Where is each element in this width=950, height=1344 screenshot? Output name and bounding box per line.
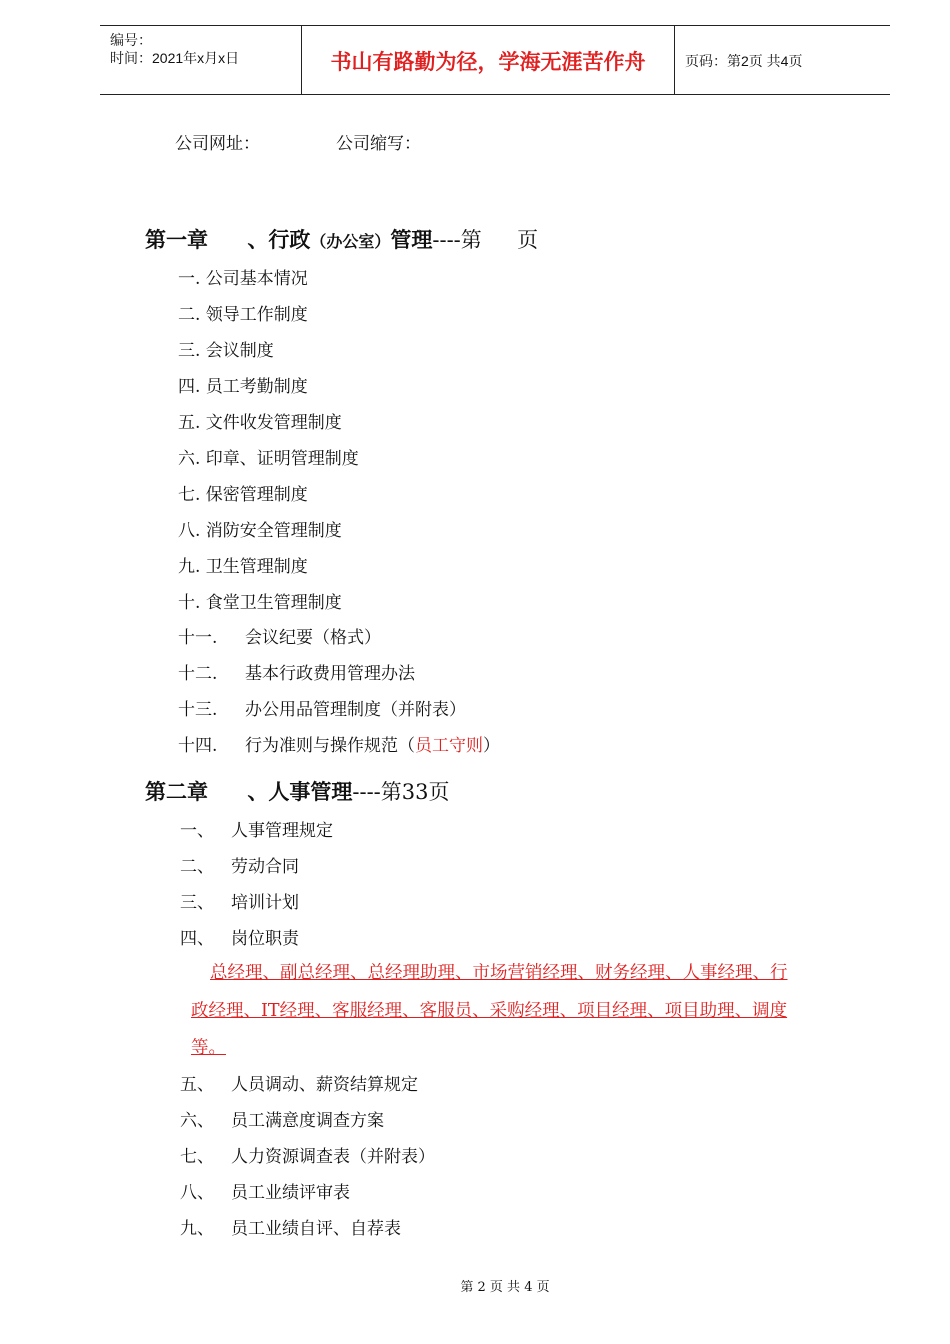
page-header (100, 25, 890, 95)
list-item: 二. 领导工作制度 (178, 305, 308, 325)
list-item-number: 十一. (178, 628, 218, 648)
list-item: 三. 会议制度 (178, 341, 274, 361)
positions-line-3-text: 等。 (191, 1038, 226, 1058)
header-motto-cell (302, 26, 675, 94)
chapter1-title-c: （办公室） (310, 232, 391, 251)
list-item-number: 六、 (180, 1111, 214, 1131)
chapter2-heading (145, 776, 449, 806)
list-item-text: 人力资源调查表（并附表） (231, 1147, 435, 1167)
list-item: 九. 卫生管理制度 (178, 557, 308, 577)
list-item-text-highlight: 员工守则 (415, 736, 483, 756)
list-item: 七. 保密管理制度 (178, 485, 308, 505)
list-item-text-a: 行为准则与操作规范（ (245, 736, 415, 756)
header-motto: 书山有路勤为径，学海无涯苦作舟 (330, 50, 646, 74)
list-item-number: 五、 (180, 1075, 214, 1095)
list-item-number: 十二. (178, 664, 218, 684)
list-item-text-b: ） (483, 736, 500, 756)
list-item-number: 七、 (180, 1147, 214, 1167)
list-item-text: 培训计划 (231, 893, 299, 913)
chapter1-title-d: 管理 (390, 228, 433, 252)
list-item-number: 三、 (180, 893, 214, 913)
list-item-text: 员工业绩评审表 (231, 1183, 350, 1203)
list-item-number: 十四. (178, 736, 218, 756)
list-item-number: 一、 (180, 821, 214, 841)
positions-line-1: 总经理、副总经理、总经理助理、市场营销经理、财务经理、人事经理、行 (210, 963, 788, 983)
header-meta-cell (100, 26, 302, 94)
header-time-label: 时间：2021年x月x日 (110, 50, 240, 66)
positions-line-3 (191, 1034, 230, 1059)
positions-line-2: 政经理、IT经理、客服经理、客服员、采购经理、项目经理、项目助理、调度 (191, 1001, 788, 1021)
chapter2-title-a: 第二章 (145, 780, 208, 804)
list-item-text: 员工满意度调查方案 (231, 1111, 384, 1131)
list-item-text: 会议纪要（格式） (245, 628, 381, 648)
chapter1-title-a: 第一章 (145, 228, 208, 252)
chapter2-title-b: 、人事管理 (247, 780, 353, 804)
list-item: 六. 印章、证明管理制度 (178, 449, 359, 469)
list-item: 八. 消防安全管理制度 (178, 521, 342, 541)
list-item: 一. 公司基本情况 (178, 269, 308, 289)
list-item-text: 岗位职责 (231, 929, 299, 949)
list-item-text: 人员调动、薪资结算规定 (231, 1075, 418, 1095)
page-footer: 第 2 页 共 4 页 (460, 1280, 550, 1295)
header-number-label: 编号： (110, 32, 152, 48)
chapter2-title-c: ----第33页 (352, 780, 450, 804)
company-website-label: 公司网址： (175, 134, 260, 154)
list-item: 五. 文件收发管理制度 (178, 413, 342, 433)
header-page-info: 页码：第2页 共4页 (685, 53, 803, 69)
list-item-number: 八、 (180, 1183, 214, 1203)
list-item-text: 人事管理规定 (231, 821, 333, 841)
list-item-number: 十三. (178, 700, 218, 720)
list-item-number: 二、 (180, 857, 214, 877)
header-page-cell (675, 26, 890, 94)
list-item: 四. 员工考勤制度 (178, 377, 308, 397)
list-item-text: 员工业绩自评、自荐表 (231, 1219, 401, 1239)
list-item-text (245, 731, 500, 756)
chapter1-title-f: 页 (517, 228, 539, 252)
list-item-text: 基本行政费用管理办法 (245, 664, 415, 684)
chapter1-title-e: ----第 (432, 228, 482, 252)
list-item-number: 九、 (180, 1219, 214, 1239)
chapter1-heading (145, 224, 538, 254)
list-item-text: 劳动合同 (231, 857, 299, 877)
list-item-text: 办公用品管理制度（并附表） (245, 700, 466, 720)
company-abbr-label: 公司缩写： (336, 134, 421, 154)
list-item-number: 四、 (180, 929, 214, 949)
list-item: 十. 食堂卫生管理制度 (178, 593, 342, 613)
chapter1-title-b: 、行政 (247, 228, 311, 252)
